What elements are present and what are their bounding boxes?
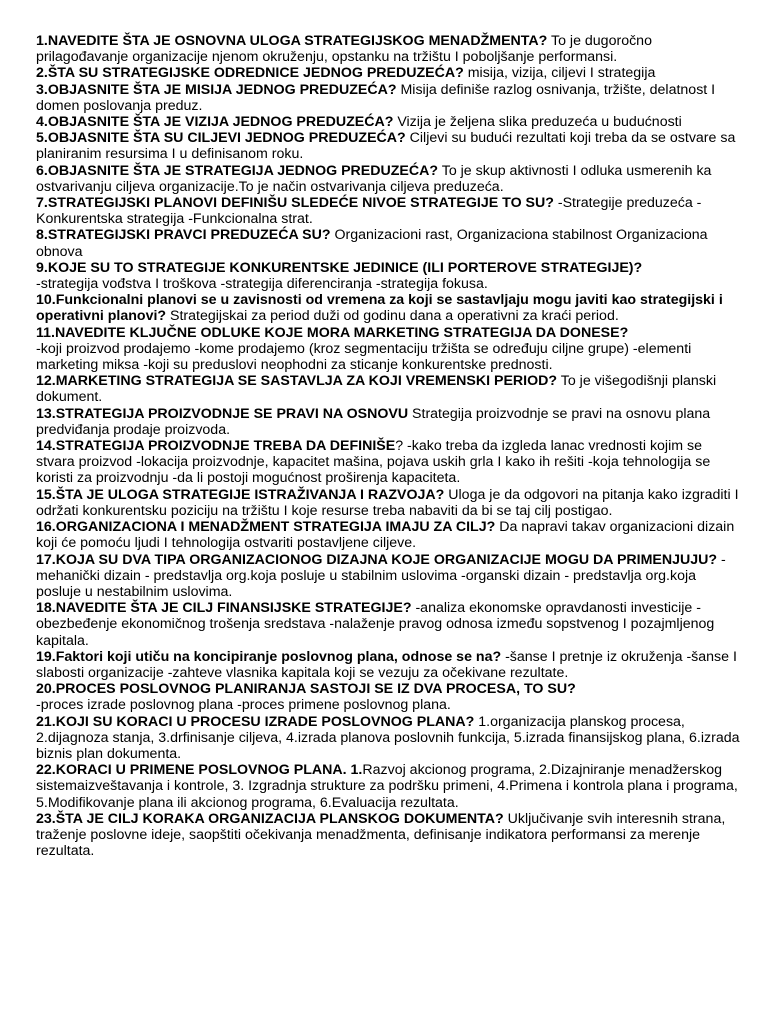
qa-item-9 [36,260,742,292]
qa-item-8 [36,227,742,259]
qa-item-4 [36,114,742,130]
question: 10.Funkcionalni planovi se u zavisnosti od vremena za koji se sastavljaju mogu javiti kao strategijski i operativni planovi? [36,292,723,325]
answer: Uloga je da odgovori na pitanja kako izgraditi I održati konkurentsku poziciju na tržištu I koje resurse treba nabaviti da bi se taj cilj postigao. [36,486,739,519]
answer: -strategija vođstva I troškova -strategija diferenciranja -strategija fokusa. [36,276,488,293]
question: 22.KORACI U PRIMENE POSLOVNOG PLANA. 1. [36,762,363,779]
question: 18.NAVEDITE ŠTA JE CILJ FINANSIJSKE STRATEGIJE? [36,600,412,617]
question: 23.ŠTA JE CILJ KORAKA ORGANIZACIJA PLANSKOG DOKUMENTA? [36,810,504,827]
document-body [36,33,742,859]
question: 17.KOJA SU DVA TIPA ORGANIZACIONOG DIZAJNA KOJE ORGANIZACIJE MOGU DA PRIMENJUJU? [36,551,718,568]
answer: Ciljevi su budući rezultati koji treba da se ostvare sa planiranim resursima I u definisanom roku. [36,130,736,163]
qa-item-3 [36,82,742,114]
question: 21.KOJI SU KORACI U PROCESU IZRADE POSLOVNOG PLANA? [36,713,475,730]
qa-item-23 [36,811,742,860]
qa-item-16 [36,519,742,551]
question: 1.NAVEDITE ŠTA JE OSNOVNA ULOGA STRATEGIJSKOG MENADŽMENTA? [36,33,548,49]
question: 2.ŠTA SU STRATEGIJSKE ODREDNICE JEDNOG PREDUZEĆA? [36,65,464,82]
question: 8.STRATEGIJSKI PRAVCI PREDUZEĆA SU? [36,227,331,244]
answer: ? -kako treba da izgleda lanac vrednosti kojim se stvara proizvod -lokacija proizvodnje, kapacitet mašina, pojava uskih grla I kako ih rešiti -koja tehnologija se koristi za proizvodnju -da li postoji mogućnost proširenja kapaciteta. [36,438,711,487]
question: 5.OBJASNITE ŠTA SU CILJEVI JEDNOG PREDUZEĆA? [36,130,406,147]
question: 13.STRATEGIJA PROIZVODNJE SE PRAVI NA OSNOVU [36,405,409,422]
qa-item-14 [36,438,742,487]
answer: -koji proizvod prodajemo -kome prodajemo (kroz segmentaciju tržišta se određuju ciljne grupe) -elementi marketing miksa -koji su preduslovi neophodni za sticanje konkurentske prednosti. [36,340,692,374]
qa-item-7 [36,195,742,227]
qa-item-19 [36,649,742,681]
question: 15.ŠTA JE ULOGA STRATEGIJE ISTRAŽIVANJA I RAZVOJA? [36,486,445,503]
question: 6.OBJASNITE ŠTA JE STRATEGIJA JEDNOG PREDUZEĆA? [36,162,439,179]
answer: Vizija je željena slika preduzeća u budućnosti [393,114,682,131]
qa-item-6 [36,163,742,195]
answer: -Strategije preduzeća -Konkurentska strategija -Funkcionalna strat. [36,195,702,228]
question: 9.KOJE SU TO STRATEGIJE KONKURENTSKE JEDINICE (ILI PORTEROVE STRATEGIJE)? [36,259,643,276]
answer: Misija definiše razlog osnivanja, tržište, delatnost I domen poslovanja preduz. [36,81,716,114]
qa-item-5 [36,130,742,162]
qa-item-20 [36,681,742,713]
question: 7.STRATEGIJSKI PLANOVI DEFINIŠU SLEDEĆE NIVOE STRATEGIJE TO SU? [36,195,554,212]
answer: Uključivanje svih interesnih strana, traženje poslovne ideje, saopštiti očekivanja menadžmenta, definisanje indikatora performansi za merenje rezultata. [36,810,726,860]
qa-item-18 [36,600,742,649]
answer: Da napravi takav organizacioni dizain koji će pomoću ljudi I tehnologija ostvariti postavljene ciljeve. [36,519,735,552]
answer: misija, vizija, ciljevi I strategija [463,65,656,82]
question: 19.Faktori koji utiču na koncipiranje poslovnog plana, odnose se na? [36,648,502,665]
answer: Strategijskai za period duži od godinu dana a operativni za kraći period. [166,308,619,325]
qa-item-2 [36,65,742,81]
answer: Strategija proizvodnje se pravi na osnovu plana predviđanja prodaje proizvoda. [36,405,711,438]
answer: To je višegodišnji planski dokument. [36,373,717,406]
qa-item-15 [36,487,742,519]
qa-item-13 [36,406,742,438]
answer: To je skup aktivnosti I odluka usmerenih ka ostvarivanju ciljeva organizacije.To je način ostvarivanja ciljeva preduzeća. [36,162,712,195]
answer: -proces izrade poslovnog plana -proces primene poslovnog plana. [36,697,451,714]
qa-item-12 [36,373,742,405]
question: 20.PROCES POSLOVNOG PLANIRANJA SASTOJI SE IZ DVA PROCESA, TO SU? [36,681,576,698]
qa-item-22 [36,762,742,811]
question: 16.ORGANIZACIONA I MENADŽMENT STRATEGIJA IMAJU ZA CILJ? [36,519,496,536]
answer: Organizacioni rast, Organizaciona stabilnost Organizaciona obnova [36,227,708,260]
question: 4.OBJASNITE ŠTA JE VIZIJA JEDNOG PREDUZEĆA? [36,114,394,131]
qa-item-11 [36,325,742,374]
question: 14.STRATEGIJA PROIZVODNJE TREBA DA DEFINIŠE [36,438,396,455]
answer: -analiza ekonomske opravdanosti investicije -obezbeđenje ekonomičnog trošenja sredstava -nalaženje pravog odnosa između sopstvenog I pozajmljenog kapitala. [36,600,715,649]
answer: 1.organizacija planskog procesa, 2.dijagnoza stanja, 3.drfinisanje ciljeva, 4.izrada planova poslovnih funkcija, 5.izrada finansijskog plana, 6.izrada biznis plan dokumenta. [36,713,740,762]
question: 11.NAVEDITE KLJUČNE ODLUKE KOJE MORA MARKETING STRATEGIJA DA DONESE? [36,324,629,341]
qa-item-21 [36,714,742,763]
answer: -mehanički dizain - predstavlja org.koja posluje u stabilnim uslovima -organski dizain - predstavlja org.koja posluje u nestabilnim uslovima. [36,551,726,600]
answer: -šanse I pretnje iz okruženja -šanse I slabosti organizacije -zahteve vlasnika kapitala koji se vezuju za očekivane rezultate. [36,648,737,681]
answer: Razvoj akcionog programa, 2.Dizajniranje menadžerskog sistemaizveštavanja i kontrole, 3. Izgradnja strukture za podršku primeni, 4.Primena i kontrola plana i programa, 5.Modifikovanje plana ili akcionog programa, 6.Evaluacija rezultata. [36,762,738,811]
answer: To je dugoročno prilagođavanje organizacije njenom okruženju, opstanku na tržištu I poboljšanje performansi. [36,33,652,66]
qa-item-10 [36,292,742,324]
qa-item-17 [36,552,742,601]
question: 12.MARKETING STRATEGIJA SE SASTAVLJA ZA KOJI VREMENSKI PERIOD? [36,373,558,390]
qa-item-1 [36,33,742,65]
question: 3.OBJASNITE ŠTA JE MISIJA JEDNOG PREDUZEĆA? [36,81,397,98]
